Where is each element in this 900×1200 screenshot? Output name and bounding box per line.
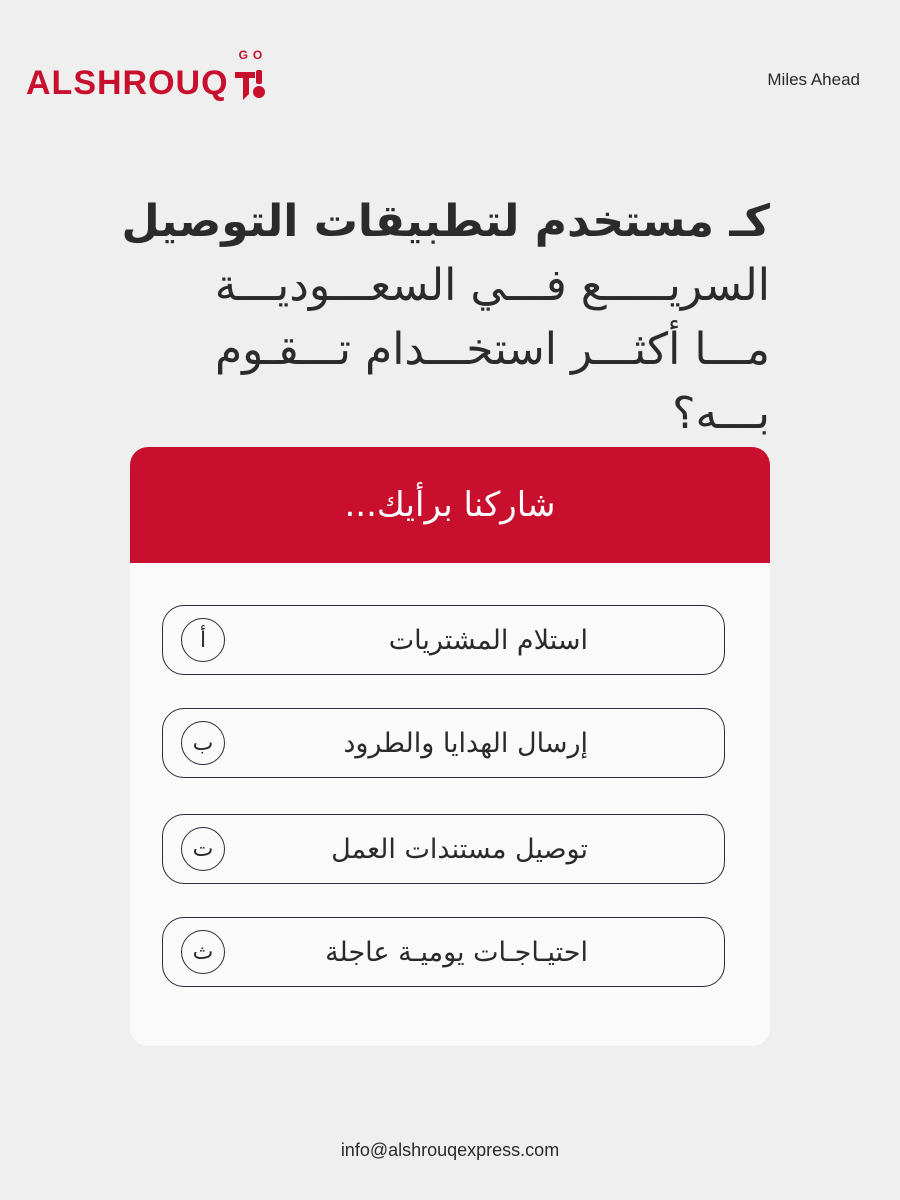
logo-mark-icon [231, 48, 267, 106]
brand-tagline: Miles Ahead [767, 70, 860, 89]
poll-option-label: استلام المشتريات [388, 624, 588, 656]
logo-wordmark: ALSHROUQ [26, 64, 229, 102]
poll-header: شاركنا برأيك... [130, 447, 770, 563]
contact-email[interactable]: info@alshrouqexpress.com [340, 1140, 560, 1160]
poll-card [130, 447, 770, 1046]
headline-line-2: السريـــــع فـــي السعـــوديـــة [214, 260, 770, 311]
poll-option-b[interactable] [162, 708, 725, 778]
poll-option-badge: ب [181, 721, 225, 765]
poll-option-badge: ت [181, 827, 225, 871]
poll-option-a[interactable] [162, 605, 725, 675]
logo-go-text: GO [238, 48, 268, 62]
poll-option-label: احتيـاجـات يوميـة عاجلة [325, 936, 588, 968]
headline [110, 190, 770, 446]
poll-option-badge: ث [181, 930, 225, 974]
poll-option-th[interactable] [162, 917, 725, 987]
headline-line-1: كـ مستخدم لتطبيقات التوصيل [121, 196, 770, 247]
brand-logo [26, 46, 267, 106]
poll-option-badge: أ [181, 618, 225, 662]
poll-option-t[interactable] [162, 814, 725, 884]
poll-option-label: توصيل مستندات العمل [331, 833, 588, 865]
headline-line-3: مـــا أكثـــر استخـــدام تـــقـوم بـــه؟ [214, 324, 770, 439]
poll-option-label: إرسال الهدايا والطرود [343, 727, 588, 759]
